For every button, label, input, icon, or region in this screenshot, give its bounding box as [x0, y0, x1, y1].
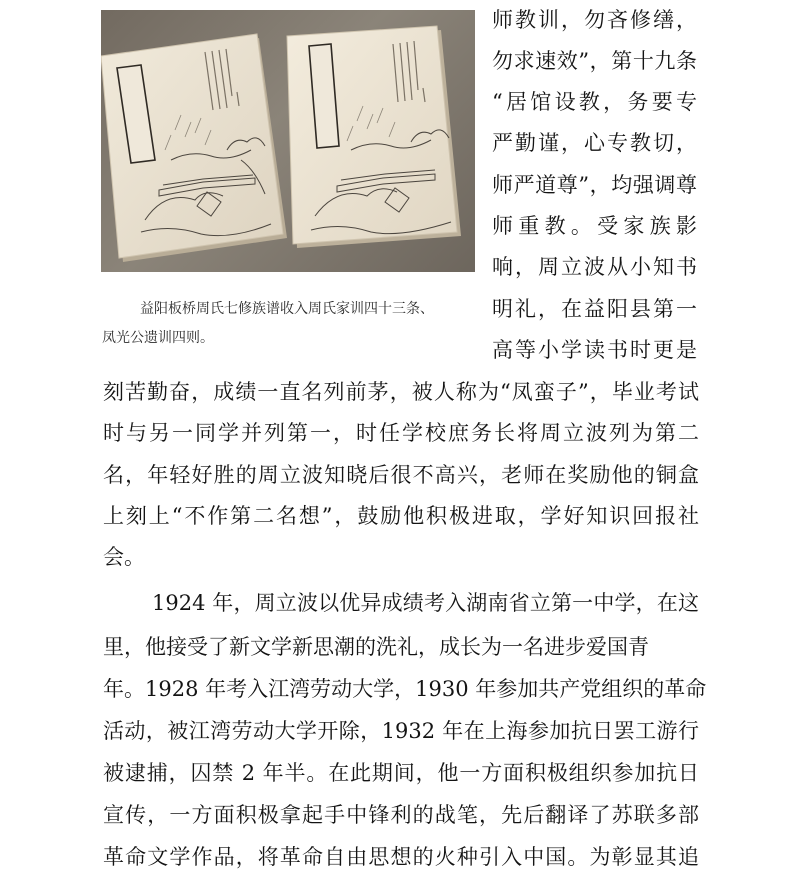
body-text-line: 会。 — [103, 545, 145, 569]
side-text-line: 明礼，在益阳县第一 — [492, 297, 697, 321]
photo-caption-line-2: 凤光公遗训四则。 — [102, 330, 214, 346]
side-text-line: 师教训，勿吝修缮， — [492, 8, 697, 32]
side-text-line: 高等小学读书时更是 — [492, 338, 697, 362]
side-text-line: 勿求速效”，第十九条 — [492, 49, 697, 73]
body-text-line: 刻苦勤奋，成绩一直名列前茅，被人称为“凤蛮子”，毕业考试 — [103, 380, 699, 404]
body-text-line: 时与另一同学并列第一，时任学校庶务长将周立波列为第二 — [103, 421, 699, 445]
body-text-line: 被逮捕，囚禁 2 年半。在此期间，他一方面积极组织参加抗日 — [103, 761, 699, 785]
right-book — [287, 26, 461, 248]
books-illustration — [101, 10, 475, 272]
body-text-line: 宣传，一方面积极拿起手中锋利的战笔，先后翻译了苏联多部 — [103, 803, 699, 827]
side-text-line: 严勤谨，心专教切， — [492, 131, 697, 155]
photo-caption-line-1: 益阳板桥周氏七修族谱收入周氏家训四十三条、 — [140, 301, 434, 317]
body-text-line: 名，年轻好胜的周立波知晓后很不高兴，老师在奖励他的铜盒 — [103, 463, 699, 487]
body-text-line: 年。1928 年考入江湾劳动大学，1930 年参加共产党组织的革命 — [103, 677, 707, 701]
side-text-line: 师重教。受家族影 — [492, 214, 697, 238]
side-text-line: 响，周立波从小知书 — [492, 255, 697, 279]
body-text-line: 上刻上“不作第二名想”，鼓励他积极进取，学好知识回报社 — [103, 504, 699, 528]
left-book — [101, 34, 287, 262]
side-text-line: 师严道尊”，均强调尊 — [492, 173, 697, 197]
body-text-line: 里，他接受了新文学新思潮的洗礼，成长为一名进步爱国青 — [103, 635, 649, 659]
body-text-line: 革命文学作品，将革命自由思想的火种引入中国。为彰显其追 — [103, 845, 699, 869]
genealogy-books-photo — [101, 10, 475, 272]
paragraph-first-line: 1924 年，周立波以优异成绩考入湖南省立第一中学，在这 — [152, 591, 699, 615]
side-text-line: “居馆设教，务要专 — [492, 90, 697, 114]
body-text-line: 活动，被江湾劳动大学开除，1932 年在上海参加抗日罢工游行 — [103, 719, 699, 743]
